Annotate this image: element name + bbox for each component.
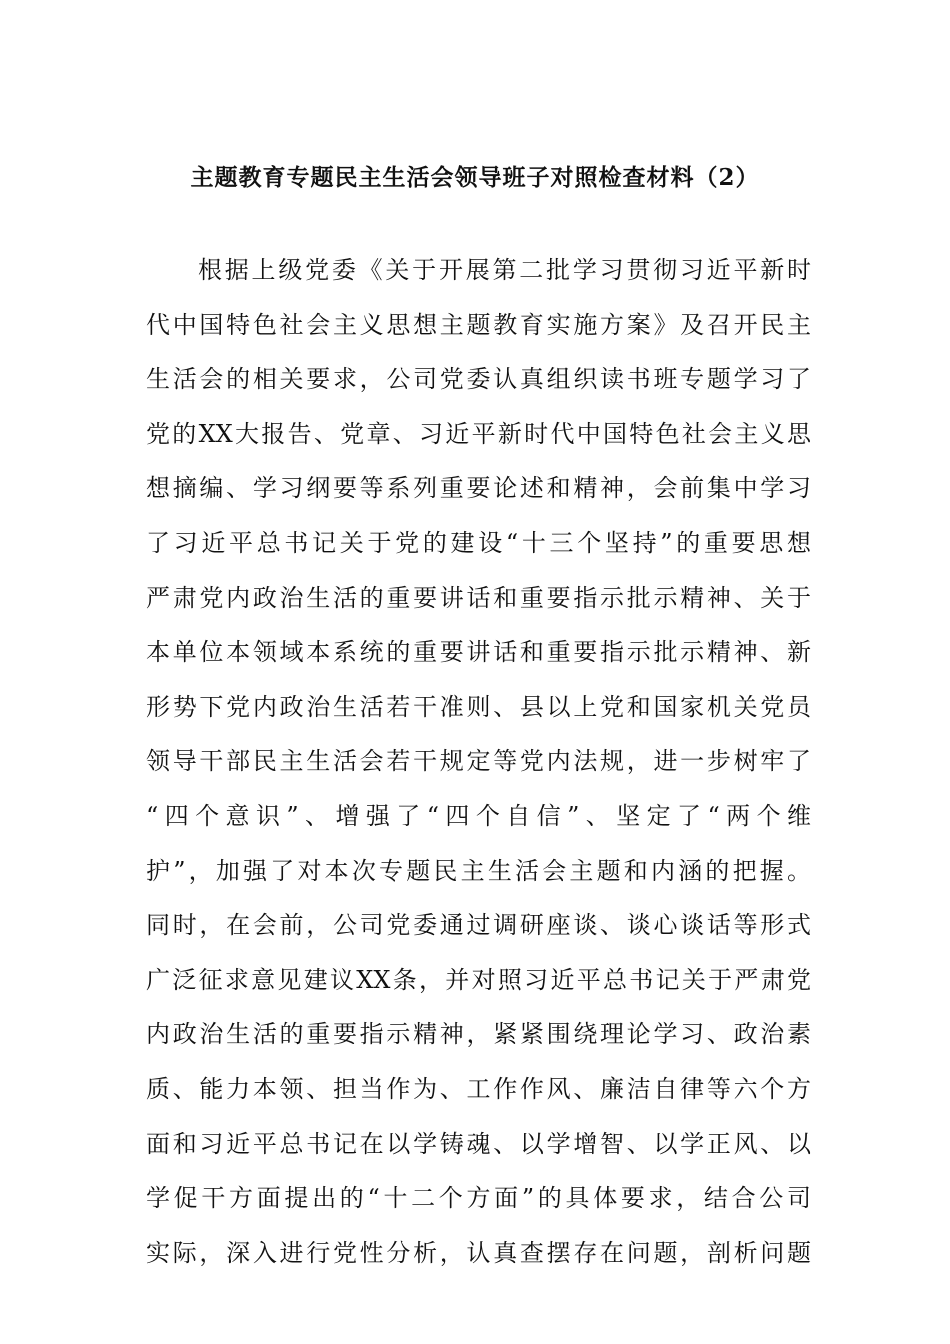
text-line: 严肃党内政治生活的重要讲话和重要指示批示精神、关于: [146, 583, 811, 612]
text-line: 质、能力本领、担当作为、工作作风、廉洁自律等六个方: [146, 1074, 811, 1103]
text-line: 生活会的相关要求，公司党委认真组织读书班专题学习了: [146, 365, 811, 394]
text-line: 同时，在会前，公司党委通过调研座谈、谈心谈话等形式: [146, 911, 811, 940]
text-line: 党的XX大报告、党章、习近平新时代中国特色社会主义思: [146, 419, 811, 448]
text-line: 代中国特色社会主义思想主题教育实施方案》及召开民主: [146, 310, 811, 339]
text-line: 本单位本领域本系统的重要讲话和重要指示批示精神、新: [146, 638, 811, 667]
text-line: 学促干方面提出的“十二个方面”的具体要求，结合公司: [146, 1184, 811, 1213]
text-line: 内政治生活的重要指示精神，紧紧围绕理论学习、政治素: [146, 1020, 811, 1049]
text-line: 实际，深入进行党性分析，认真查摆存在问题，剖析问题: [146, 1238, 811, 1267]
text-line: 领导干部民主生活会若干规定等党内法规，进一步树牢了: [146, 747, 811, 776]
text-line: 想摘编、学习纲要等系列重要论述和精神，会前集中学习: [146, 474, 811, 503]
text-line: 形势下党内政治生活若干准则、县以上党和国家机关党员: [146, 692, 811, 721]
text-line: 根据上级党委《关于开展第二批学习贯彻习近平新时: [198, 256, 811, 284]
body-paragraph: [146, 250, 811, 1287]
text-line: 了习近平总书记关于党的建设“十三个坚持”的重要思想: [146, 528, 811, 557]
text-line: 面和习近平总书记在以学铸魂、以学增智、以学正风、以: [146, 1129, 811, 1158]
text-line: 广泛征求意见建议XX条，并对照习近平总书记关于严肃党: [146, 965, 811, 994]
document-title: 主题教育专题民主生活会领导班子对照检查材料（2）: [190, 164, 760, 191]
text-line: 护”，加强了对本次专题民主生活会主题和内涵的把握。: [146, 856, 811, 885]
text-line: “四个意识”、增强了“四个自信”、坚定了“两个维: [146, 801, 811, 830]
